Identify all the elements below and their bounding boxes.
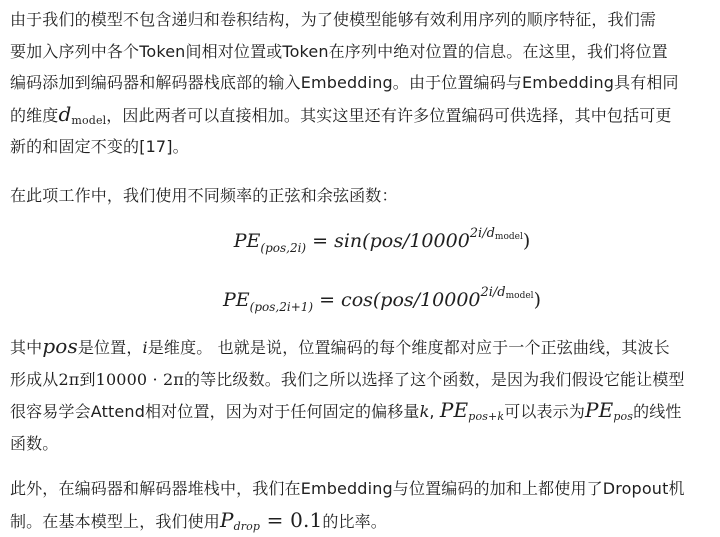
paragraph-intro: [10, 4, 714, 163]
text-line: 其中pos是位置，i是维度。 也就是说，位置编码的每个维度都对应于一个正弦曲线，其波长: [10, 331, 714, 364]
text-line: 要加入序列中各个Token间相对位置或Token在序列中绝对位置的信息。在这里，我们将位置: [10, 36, 714, 68]
text-line: 形成从2π到10000 · 2π的等比级数。我们之所以选择了这个函数，是因为我们假设它能让模型: [10, 364, 714, 396]
text-line: 此外，在编码器和解码器堆栈中，我们在Embedding与位置编码的加和上都使用了Dropout机: [10, 473, 714, 505]
text-line: 编码添加到编码器和解码器栈底部的输入Embedding。由于位置编码与Embedding具有相同: [10, 67, 714, 99]
text-line: 函数。: [10, 428, 714, 460]
equation-cos: $PE_{(pos,2i+1)} = \cos(pos/10000^{2i/d_{model}})$: [10, 276, 714, 324]
paragraph-explanation: [10, 331, 714, 459]
text-line: 在此项工作中，我们使用不同频率的正弦和余弦函数：: [10, 180, 714, 212]
paragraph-dropout: [10, 473, 714, 537]
text-line: 由于我们的模型不包含递归和卷积结构，为了使模型能够有效利用序列的顺序特征，我们需: [10, 4, 714, 36]
text-line: 制。在基本模型上，我们使用$P_{drop} = 0.1$的比率。: [10, 505, 714, 537]
text-line: 很容易学会Attend相对位置，因为对于任何固定的偏移量k, $PE_{pos+k}$可以表示为$PE_{pos}$的线性: [10, 395, 714, 428]
text-line: 的维度$d_{model}$，因此两者可以直接相加。其实这里还有许多位置编码可供选择，其中包括可更: [10, 99, 714, 132]
equation-sin: $PE_{(pos,2i)} = \sin(pos/10000^{2i/d_{model}})$: [10, 217, 714, 265]
paragraph-functions: [10, 180, 714, 212]
math-d-model: $d_{model}$: [58, 102, 106, 126]
document-body: [10, 4, 714, 537]
text-line: 新的和固定不变的[17]。: [10, 131, 714, 163]
